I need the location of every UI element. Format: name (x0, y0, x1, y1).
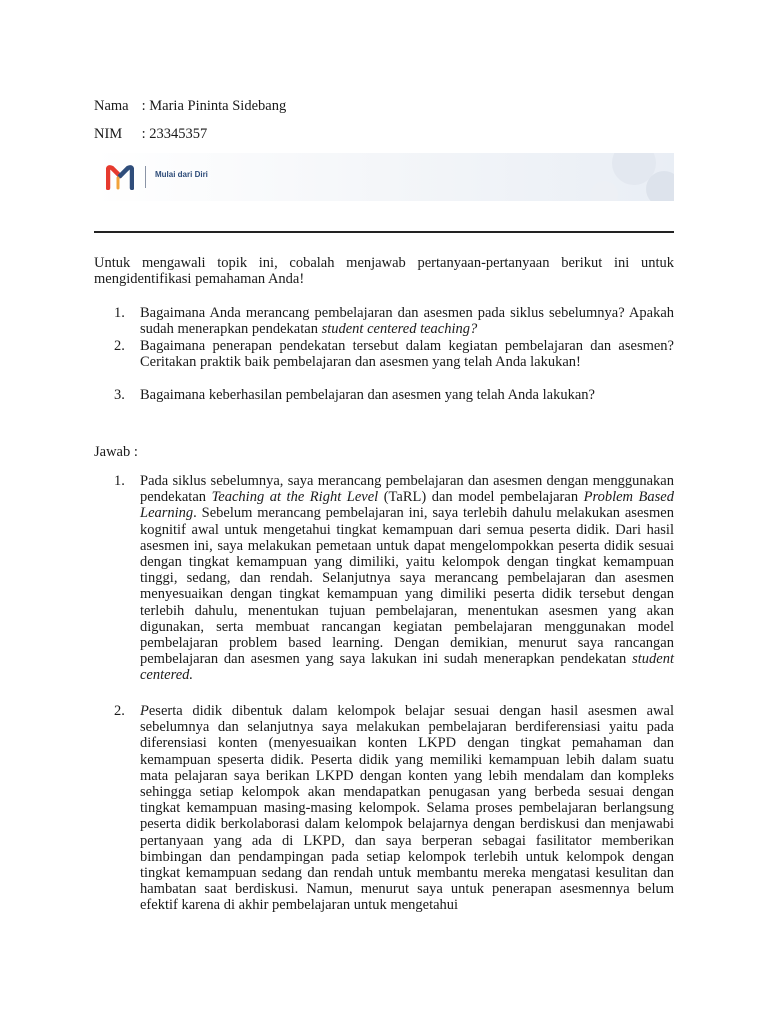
question-text: Bagaimana keberhasilan pembelajaran dan asesmen yang telah Anda lakukan? (140, 387, 595, 403)
answer-text: (TaRL) dan model pembelajaran (378, 489, 584, 506)
answer-italic: Problem Based Learning (140, 489, 674, 522)
question-number: 1. (114, 305, 125, 321)
answer-text: . Sebelum merancang pembelajaran ini, saya terlebih dahulu melakukan asesmen kognitif awal untuk mengetahui tingkat kemampuan dari semua peserta didik. Dari hasil asesmen ini, saya melakukan pemetaan untuk dapat mengelompokkan peserta didik sesuai dengan tingkat kemampuan yang dimiliki, yaitu kelompok dengan tingkat kemampuan tinggi, sedang, dan rendah. Selanjutnya saya merancang pembelajaran dan asesmen menyesuaikan dengan tingkat kemampuan yang dimiliki peserta didik tersebut dengan terlebih dahulu, menentukan tujuan pembelajaran, menentukan asesmen yang akan digunakan, serta membuat rancangan kegiatan pembelajaran menggunakan model pembelajaran problem based learning. Dengan demikian, menurut saya rancangan pembelajaran dan asesmen yang saya lakukan ini sudah menerapkan pendekatan (140, 505, 674, 668)
question-item-2 (114, 338, 674, 371)
answer-item-2 (114, 703, 674, 914)
merdeka-logo-icon (106, 164, 134, 190)
nim-row (94, 126, 207, 143)
answer-italic: P (140, 703, 149, 719)
question-text: Bagaimana Anda merancang pembelajaran dan asesmen pada siklus sebelumnya? Apakah sudah menerapkan pendekatan (140, 305, 674, 338)
nim-value: : 23345357 (141, 126, 208, 142)
module-banner (94, 153, 674, 201)
name-label: Nama (94, 98, 129, 114)
answer-text: Pada siklus sebelumnya, saya merancang pembelajaran dan asesmen dengan menggunakan pendekatan (140, 473, 674, 506)
banner-tagline: Mulai dari Diri (155, 170, 208, 179)
question-text: Bagaimana penerapan pendekatan tersebut dalam kegiatan pembelajaran dan asesmen? Ceritakan praktik baik pembelajaran dan asesmen yang telah Anda lakukan! (140, 338, 674, 371)
answer-number: 2. (114, 703, 125, 719)
answer-item-1 (114, 473, 674, 684)
question-item-1 (114, 305, 674, 338)
question-number: 2. (114, 338, 125, 354)
banner-divider (145, 166, 146, 188)
answer-number: 1. (114, 473, 125, 489)
name-row (94, 98, 286, 115)
section-divider (94, 231, 674, 233)
intro-paragraph: Untuk mengawali topik ini, cobalah menjawab pertanyaan-pertanyaan berikut ini untuk mengidentifikasi pemahaman Anda! (94, 255, 674, 288)
question-item-3 (114, 387, 674, 403)
answer-italic: Teaching at the Right Level (211, 489, 379, 506)
answer-italic: student centered. (140, 651, 674, 684)
banner-decoration-icon (534, 153, 674, 201)
answer-text: eserta didik dibentuk dalam kelompok belajar sesuai dengan hasil asesmen awal sebelumnya dan selanjutnya saya melakukan pembelajaran berdiferensiasi yaitu pada diferensiasi konten (menyesuaikan konten LKPD dengan tingkat pemahaman dan kemampuan speserta didik. Peserta didik yang memiliki kemampuan lebih dalam suatu mata pelajaran saya berikan LKPD dengan konten yang lebih mendalam dan kompleks sehingga setiap kelompok akan mendapatkan penugasan yang berbeda sesuai dengan tingkat kemampuan masing-masing kelompok. Selama proses pembelajaran berlangsung peserta didik berkolaborasi dalam kelompok belajarnya dengan berdiskusi dan menjawabi pertanyaan yang ada di LKPD, dan saya berperan sebagai fasilitator memberikan bimbingan dan pendampingan pada setiap kelompok terlebih untuk kelompok dengan tingkat kemampuan sedang dan rendah untuk membantu mereka mengatasi kesulitan dan hambatan saat berdiskusi. Namun, menurut saya untuk penerapan asesmennya belum efektif karena di akhir pembelajaran untuk mengetahui (140, 703, 674, 914)
name-value: : Maria Pininta Sidebang (141, 98, 287, 114)
nim-label: NIM (94, 126, 123, 142)
question-italic: student centered teaching? (321, 321, 478, 338)
question-number: 3. (114, 387, 125, 403)
answer-label: Jawab : (94, 444, 138, 460)
